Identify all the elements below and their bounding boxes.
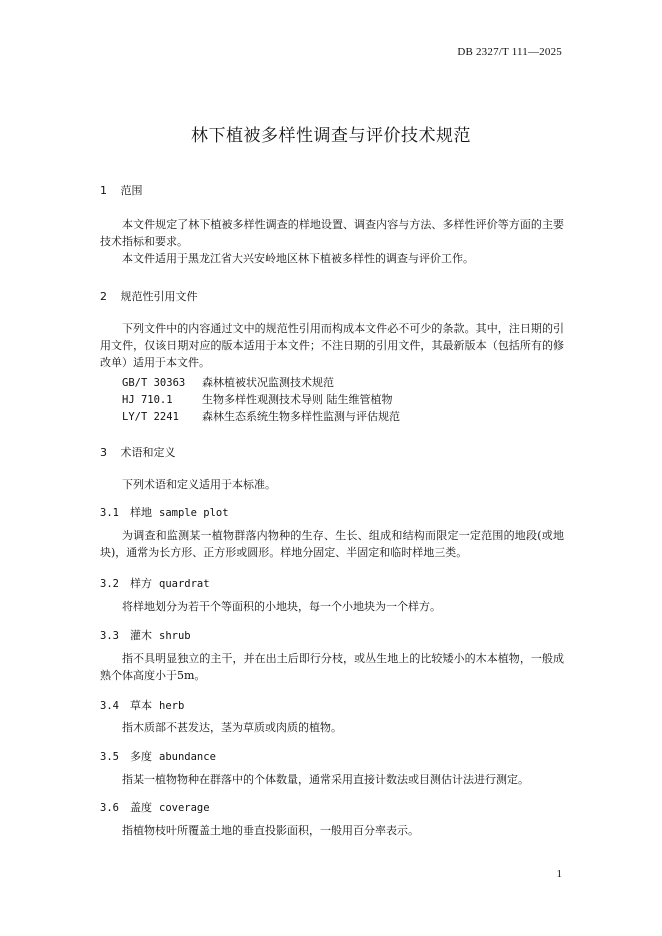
term-en: quardrat [159, 578, 210, 590]
paragraph: 本文件规定了林下植被多样性调查的样地设置、调查内容与方法、多样性评价等方面的主要技术指标和要求。 [100, 218, 564, 248]
section-number: 1 [100, 184, 107, 197]
term-definition: 指不具明显独立的主干，并在出土后即行分枝，或丛生地上的比较矮小的木本植物，一般成熟个体高度小于5m。 [100, 652, 564, 682]
term-definition: 指某一植物物种在群落中的个体数量，通常采用直接计数法或目测估计法进行测定。 [122, 773, 529, 786]
reference-name: 森林生态系统生物多样性监测与评估规范 [202, 410, 400, 423]
reference-item [122, 408, 400, 424]
term-number: 3.5 [100, 751, 119, 763]
reference-item [122, 374, 334, 390]
term-definition: 将样地划分为若干个等面积的小地块，每一个小地块为一个样方。 [122, 600, 441, 613]
term-number: 3.4 [100, 700, 119, 712]
term-definition: 指木质部不甚发达，茎为草质或肉质的植物。 [122, 721, 342, 734]
reference-code: LY/T 2241 [122, 411, 179, 423]
section-heading-1 [100, 182, 143, 198]
term-number: 3.2 [100, 578, 119, 590]
section-number: 2 [100, 290, 107, 303]
paragraph: 本文件适用于黑龙江省大兴安岭地区林下植被多样性的调查与评价工作。 [122, 252, 474, 265]
term-heading [100, 697, 184, 713]
term-heading [100, 575, 210, 591]
term-zh: 样方 [130, 577, 152, 590]
term-heading [100, 627, 191, 643]
standard-code: DB 2327/T 111—2025 [457, 46, 562, 58]
term-number: 3.6 [100, 802, 119, 814]
term-en: sample plot [159, 507, 229, 519]
term-heading [100, 504, 229, 520]
term-zh: 草本 [130, 699, 152, 712]
term-en: shrub [159, 630, 191, 642]
section-heading-2 [100, 288, 198, 304]
term-definition: 指植物枝叶所覆盖土地的垂直投影面积，一般用百分率表示。 [122, 824, 419, 837]
term-zh: 灌木 [130, 629, 152, 642]
reference-item [122, 391, 393, 407]
term-heading [100, 748, 216, 764]
term-en: abundance [159, 751, 216, 763]
reference-name: 生物多样性观测技术导则 陆生维管植物 [202, 393, 393, 406]
term-en: herb [159, 700, 185, 712]
page-number: 1 [556, 868, 562, 880]
section-title: 术语和定义 [120, 446, 176, 459]
term-heading [100, 799, 210, 815]
term-zh: 盖度 [130, 801, 152, 814]
section-title: 范围 [120, 184, 143, 197]
paragraph: 下列文件中的内容通过文中的规范性引用而构成本文件必不可少的条款。其中，注日期的引用文件，仅该日期对应的版本适用于本文件；不注日期的引用文件，其最新版本（包括所有的修改单）适用于本文件。 [100, 322, 564, 369]
reference-code: GB/T 30363 [122, 377, 186, 389]
section-heading-3 [100, 444, 176, 460]
term-zh: 样地 [130, 506, 152, 519]
term-number: 3.3 [100, 630, 119, 642]
document-title: 林下植被多样性调查与评价技术规范 [191, 126, 471, 146]
reference-name: 森林植被状况监测技术规范 [202, 376, 334, 389]
term-en: coverage [159, 802, 210, 814]
term-number: 3.1 [100, 507, 119, 519]
term-definition: 为调查和监测某一植物群落内物种的生存、生长、组成和结构而限定一定范围的地段(或地块)，通常为长方形、正方形或圆形。样地分固定、半固定和临时样地三类。 [100, 529, 564, 559]
paragraph: 下列术语和定义适用于本标准。 [122, 478, 276, 491]
reference-code: HJ 710.1 [122, 394, 173, 406]
term-zh: 多度 [130, 750, 152, 763]
section-title: 规范性引用文件 [120, 290, 198, 303]
section-number: 3 [100, 446, 107, 459]
